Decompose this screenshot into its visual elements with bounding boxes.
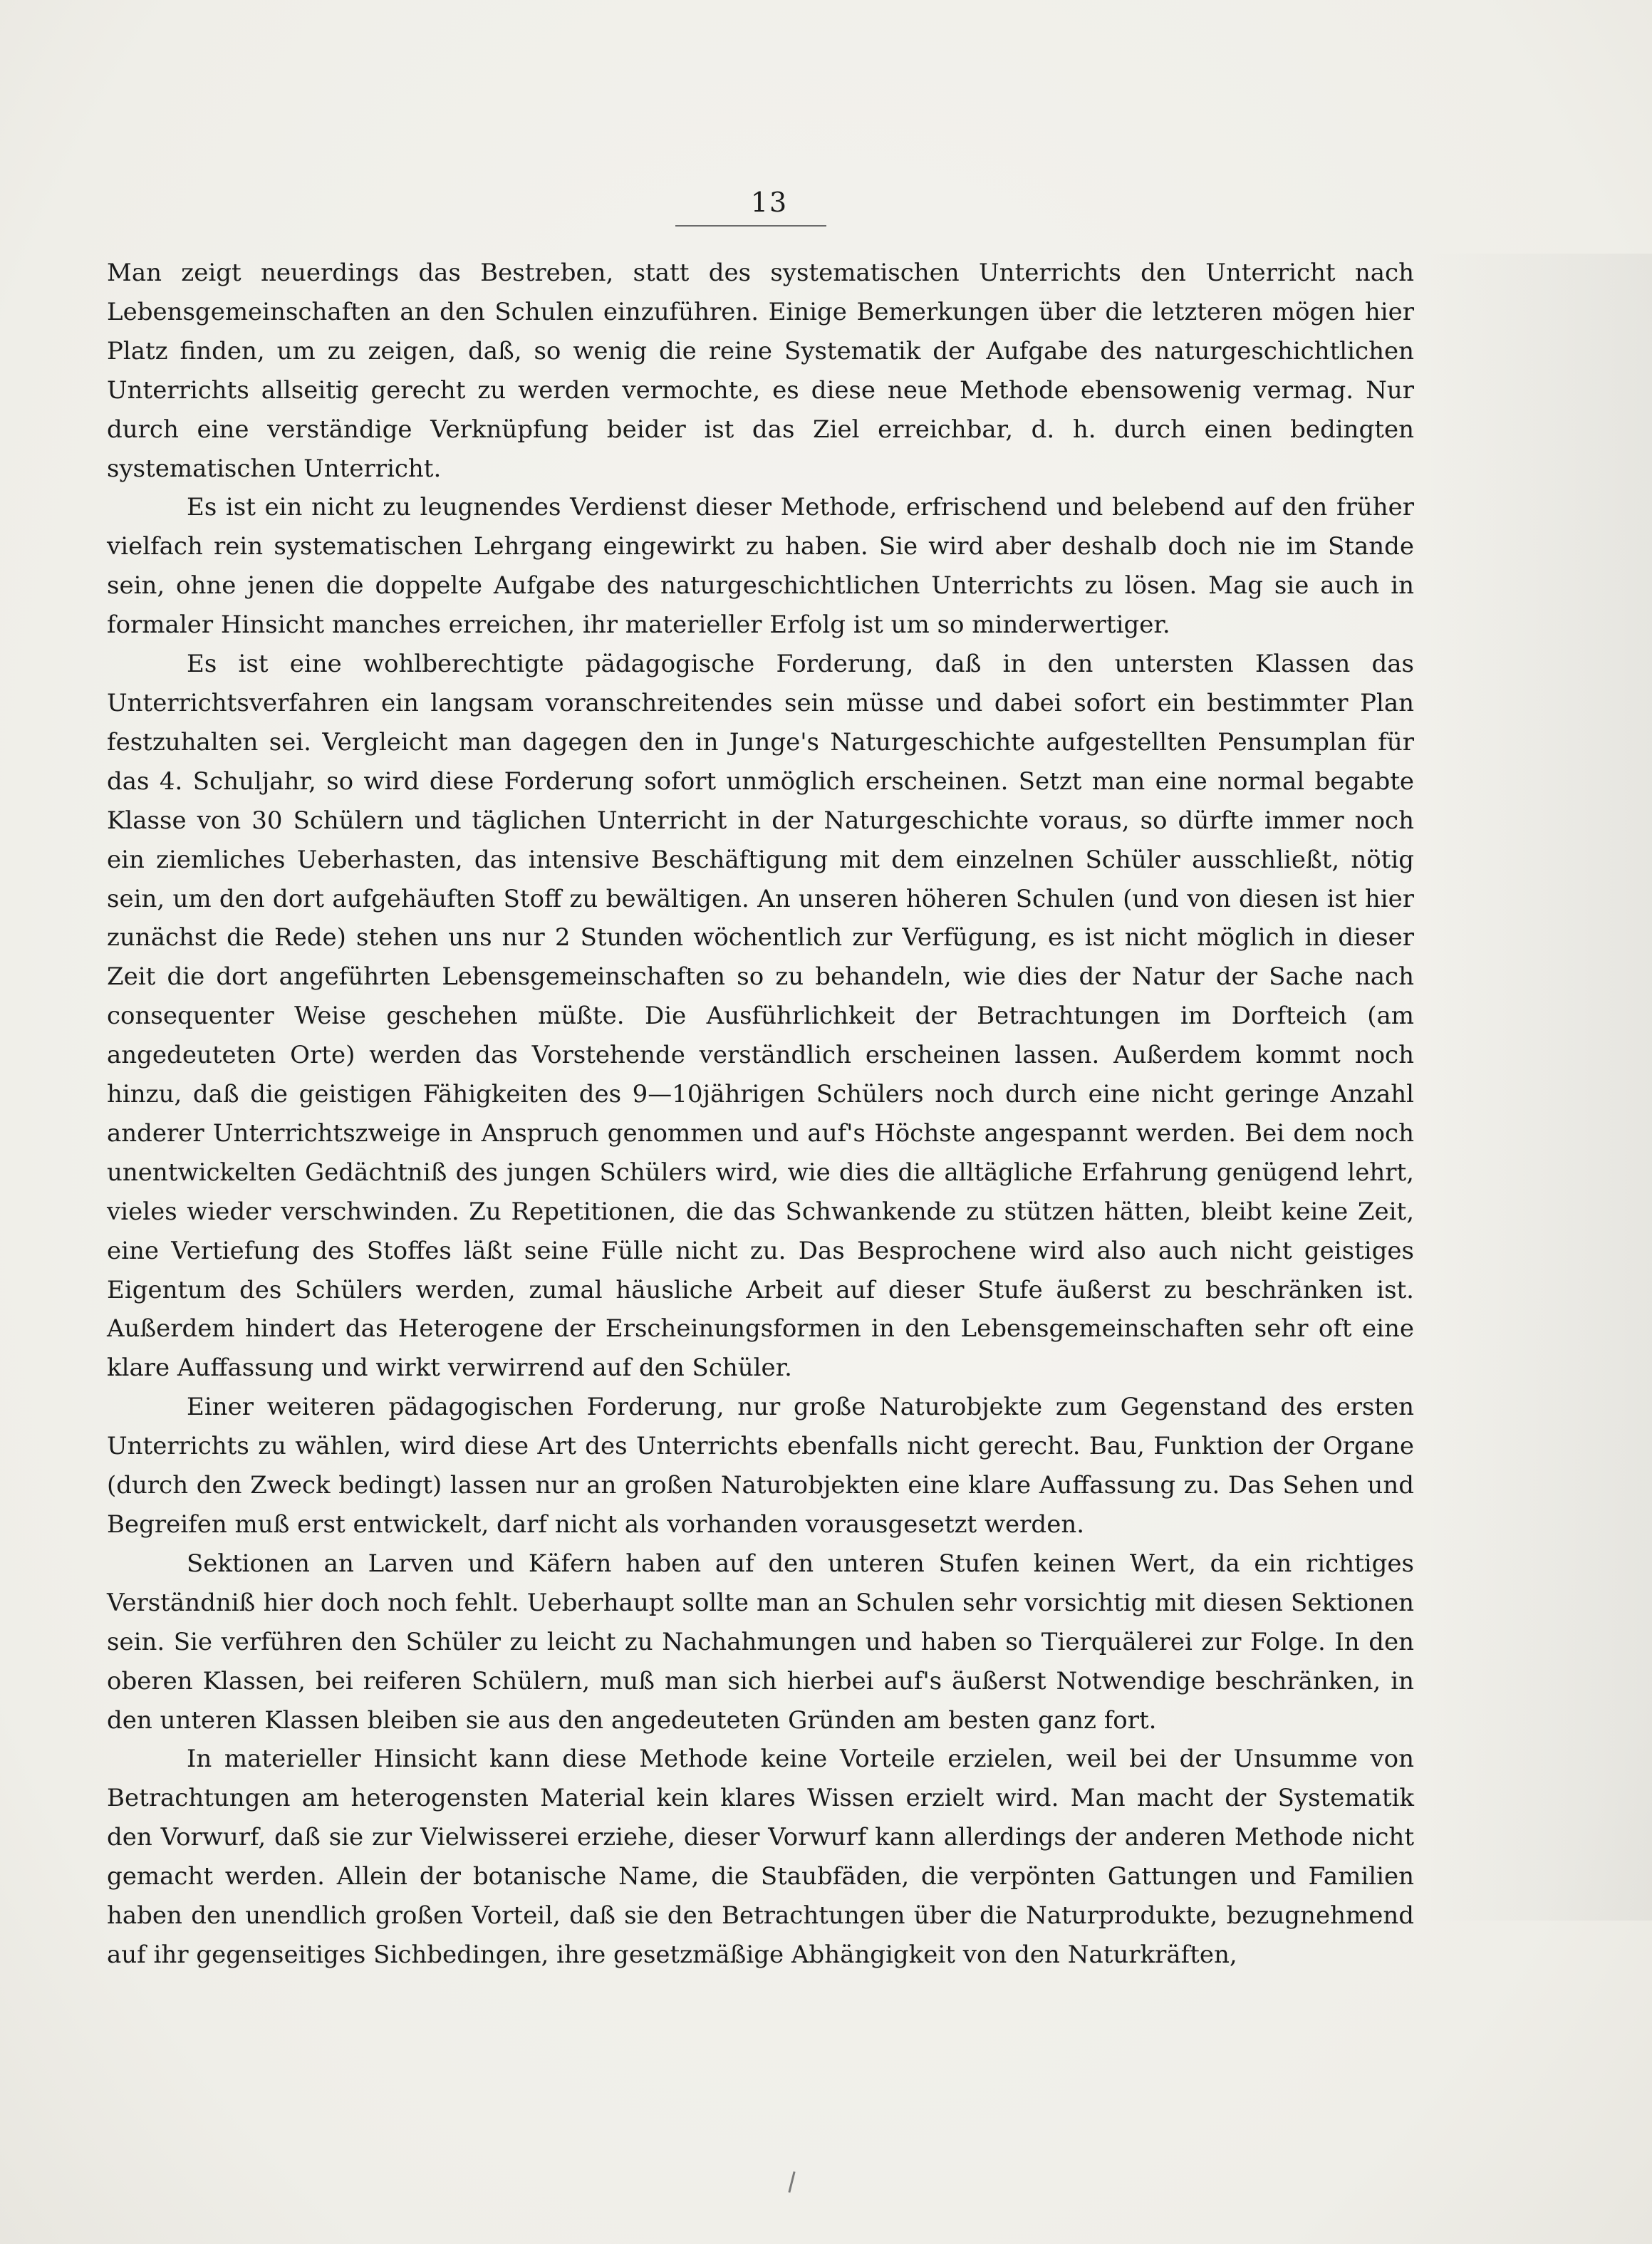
page-number-rule — [675, 225, 826, 227]
paragraph: Es ist ein nicht zu leugnendes Verdienst dieser Methode, erfrischend und belebend auf den früher vielfach rein systematischen Lehrgang eingewirkt zu haben. Sie wird aber deshalb doch nie im Stande sein, ohne jenen die doppelte Aufgabe des naturgeschichtlichen Unterrichts zu lösen. Mag sie auch in formaler Hinsicht manches erreichen, ihr materieller Erfolg ist um so minderwertiger. — [107, 493, 1414, 640]
paragraph: Sektionen an Larven und Käfern haben auf den unteren Stufen keinen Wert, da ein richtiges Verständniß hier doch noch fehlt. Ueberhaupt sollte man an Schulen sehr vorsichtig mit diesen Sektionen sein. Sie verführen den Schüler zu leicht zu Nachahmungen und haben so Tierquälerei zur Folge. In den oberen Klassen, bei reiferen Schülern, muß man sich hierbei auf's äußerst Notwendige beschränken, in den unteren Klassen bleiben sie aus den angedeuteten Gründen am besten ganz fort. — [107, 1549, 1414, 1735]
bleed-through-shadow — [1425, 254, 1652, 1921]
stray-ink-mark — [788, 2171, 795, 2193]
body-text — [107, 254, 1414, 1975]
paragraph: In materieller Hinsicht kann diese Methode keine Vorteile erzielen, weil bei der Unsumme von Betrachtungen am heterogensten Material kein klares Wissen erzielt wird. Man macht der Systematik den Vorwurf, daß sie zur Vielwisserei erziehe, dieser Vorwurf kann allerdings der anderen Methode nicht gemacht werden. Allein der botanische Name, die Staubfäden, die verpönten Gattungen und Familien haben den unendlich großen Vorteil, daß sie den Betrachtungen über die Naturprodukte, bezugnehmend auf ihr gegenseitiges Sichbedingen, ihre gesetzmäßige Abhängigkeit von den Naturkräften, — [107, 1745, 1414, 1969]
paragraph: Man zeigt neuerdings das Bestreben, statt des systematischen Unterrichts den Unterricht nach Lebensgemeinschaften an den Schulen einzuführen. Einige Bemerkungen über die letzteren mögen hier Platz finden, um zu zeigen, daß, so wenig die reine Systematik der Aufgabe des naturgeschichtlichen Unterrichts allseitig gerecht zu werden vermochte, es diese neue Methode ebensowenig vermag. Nur durch eine verständige Verknüpfung beider ist das Ziel erreichbar, d. h. durch einen bedingten systematischen Unterricht. — [107, 259, 1414, 483]
paragraph: Einer weiteren pädagogischen Forderung, nur große Naturobjekte zum Gegenstand des ersten Unterrichts zu wählen, wird diese Art des Unterrichts ebenfalls nicht gerecht. Bau, Funktion der Organe (durch den Zweck bedingt) lassen nur an großen Naturobjekten eine klare Auffassung zu. Das Sehen und Begreifen muß erst entwickelt, darf nicht als vorhanden vorausgesetzt werden. — [107, 1393, 1414, 1539]
page-number: 13 — [750, 187, 789, 218]
paragraph: Es ist eine wohlberechtigte pädagogische Forderung, daß in den untersten Klassen das Unterrichtsverfahren ein langsam voranschreitendes sein müsse und dabei sofort ein bestimmter Plan festzuhalten sei. Vergleicht man dagegen den in Junge's Naturgeschichte aufgestellten Pensumplan für das 4. Schuljahr, so wird diese Forderung sofort unmöglich erscheinen. Setzt man eine normal begabte Klasse von 30 Schülern und täglichen Unterricht in der Naturgeschichte voraus, so dürfte immer noch ein ziemliches Ueberhasten, das intensive Beschäftigung mit dem einzelnen Schüler ausschließt, nötig sein, um den dort aufgehäuften Stoff zu bewältigen. An unseren höheren Schulen (und von diesen ist hier zunächst die Rede) stehen uns nur 2 Stunden wöchentlich zur Verfügung, es ist nicht möglich in dieser Zeit die dort angeführten Lebensgemeinschaften so zu behandeln, wie dies der Natur der Sache nach consequenter Weise geschehen müßte. Die Ausführlichkeit der Betrachtungen im Dorfteich (am angedeuteten Orte) werden das Vorstehende verständlich erscheinen lassen. Außerdem kommt noch hinzu, daß die geistigen Fähigkeiten des 9—10jährigen Schülers noch durch eine nicht geringe Anzahl anderer Unterrichtszweige in Anspruch genommen und auf's Höchste angespannt werden. Bei dem noch unentwickelten Gedächtniß des jungen Schülers wird, wie dies die alltägliche Erfahrung genügend lehrt, vieles wieder verschwinden. Zu Repetitionen, die das Schwankende zu stützen hätten, bleibt keine Zeit, eine Vertiefung des Stoffes läßt seine Fülle nicht zu. Das Besprochene wird also auch nicht geistiges Eigentum des Schülers werden, zumal häusliche Arbeit auf dieser Stufe äußerst zu beschränken ist. Außerdem hindert das Heterogene der Erscheinungsformen in den Lebensgemeinschaften sehr oft eine klare Auffassung und wirkt verwirrend auf den Schüler. — [107, 650, 1414, 1383]
